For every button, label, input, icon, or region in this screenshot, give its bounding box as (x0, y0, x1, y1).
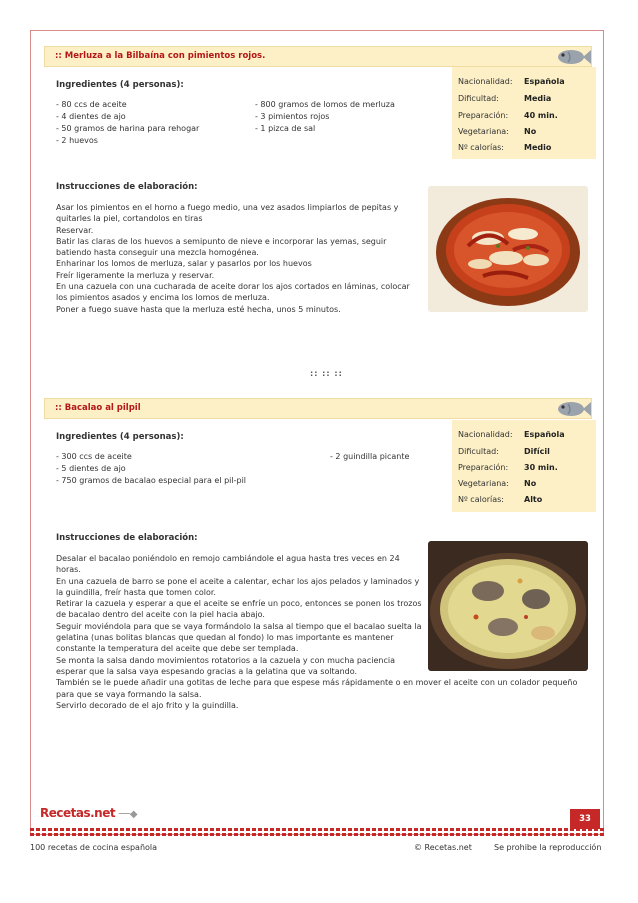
recetas-logo: Recetas.net ──◆ (40, 806, 138, 820)
recipe-info-box (452, 420, 596, 512)
footer-book-title: 100 recetas de cocina española (30, 843, 158, 852)
ingredient-item: - 80 ccs de aceite (56, 100, 127, 109)
instruction-line: esperar que la salsa vaya espesando gracias a la gelatina que va soltando. (56, 666, 358, 676)
ingredients-box (47, 67, 452, 157)
info-label: Preparación: (458, 111, 509, 120)
ingredient-item: - 2 huevos (56, 136, 98, 145)
ingredients-label: Ingredientes (4 personas): (56, 432, 184, 442)
info-value: Española (524, 430, 565, 439)
instruction-line: batiendo hasta conseguir una mezcla homogénea. (56, 248, 259, 258)
info-value: Difícil (524, 447, 550, 456)
footer-dotted-line (30, 833, 604, 836)
instruction-line: de bacalao dentro del aceite con la piel hacia abajo. (56, 610, 265, 620)
instruction-line: Freír ligeramente la merluza y reservar. (56, 270, 215, 280)
instructions-text (56, 202, 410, 315)
instruction-line: Se monta la salsa dando movimientos rotatorios a la cazuela y con mucha paciencia (56, 655, 395, 665)
info-value: No (524, 127, 537, 136)
info-label: Vegetariana: (458, 127, 509, 136)
instruction-line: Desalar el bacalao poniéndolo en remojo cambiándole el agua hasta tres veces en 24 (56, 554, 400, 563)
instruction-line: Reservar. (56, 225, 94, 235)
ingredient-item: - 800 gramos de lomos de merluza (255, 100, 395, 109)
instructions-label: Instrucciones de elaboración: (56, 533, 198, 543)
info-value: Alto (524, 495, 543, 504)
ingredient-item: - 2 guindilla picante (330, 452, 410, 461)
page-number: 33 (570, 809, 600, 829)
ingredient-item: - 300 ccs de aceite (56, 452, 132, 461)
fish-icon (554, 396, 592, 420)
instruction-line: quitarles la piel, cortandolos en tiras (56, 214, 203, 224)
footer-dotted-line (30, 828, 604, 831)
instruction-line: para que se vaya formando la salsa. (56, 689, 202, 699)
instruction-line: Asar los pimientos en el horno a fuego medio, una vez asados limpiarlos de pepitas y (56, 203, 399, 212)
info-value: 30 min. (524, 463, 558, 472)
instruction-line: la guindilla, freír hasta que tomen color. (56, 587, 216, 597)
info-label: Dificultad: (458, 447, 499, 456)
recipe-info-box (452, 67, 596, 159)
info-label: Nº calorías: (458, 143, 504, 152)
ingredient-item: - 1 pizca de sal (255, 124, 316, 133)
instruction-line: gelatina (unas bolitas blancas que quedan al fondo) lo mas importante es mantener (56, 633, 394, 643)
recipe-photo-merluza (428, 186, 588, 312)
recipe-title: :: Bacalao al pilpil (55, 403, 141, 413)
instruction-line: Poner a fuego suave hasta que la merluza esté hecha, unos 5 minutos. (56, 304, 341, 314)
ingredient-item: - 750 gramos de bacalao especial para el pil-pil (56, 476, 247, 485)
instruction-line: También se le puede añadir una gotitas de leche para que espese más rápidamente o en mover el aceite con un colador pequeño (56, 678, 578, 688)
info-label: Nacionalidad: (458, 430, 513, 439)
instruction-line: En una cazuela con una cucharada de aceite dorar los ajos cortados en láminas, colocar (56, 282, 410, 292)
instruction-line: Retirar la cazuela y esperar a que el aceite se enfríe un poco, entonces se ponen los trozos (56, 599, 422, 609)
recipe-title-bar (44, 398, 592, 419)
info-value: Española (524, 77, 565, 86)
info-value: No (524, 479, 537, 488)
info-value: Medio (524, 143, 552, 152)
info-label: Vegetariana: (458, 479, 509, 488)
info-label: Nacionalidad: (458, 77, 513, 86)
info-label: Preparación: (458, 463, 509, 472)
ingredient-item: - 50 gramos de harina para rehogar (56, 124, 200, 133)
instruction-line: los pimientos asados y encima los lomos de merluza. (56, 293, 270, 303)
footer-copyright: © Recetas.net (414, 843, 472, 852)
recipe-title: :: Merluza a la Bilbaína con pimientos rojos. (55, 51, 266, 61)
info-label: Dificultad: (458, 94, 499, 103)
ingredients-label: Ingredientes (4 personas): (56, 80, 184, 90)
instruction-line: Enharinar los lomos de merluza, salar y pasarlos por los huevos (56, 259, 312, 269)
recipe-photo-bacalao (428, 541, 588, 671)
ingredient-item: - 4 dientes de ajo (56, 112, 126, 121)
recipe-title-bar (44, 46, 592, 67)
instruction-line: Batir las claras de los huevos a semipunto de nieve e incorporar las yemas, seguir (56, 236, 387, 246)
instruction-line: Servirlo decorado de el ajo frito y la guindilla. (56, 700, 239, 710)
ingredient-item: - 3 pimientos rojos (255, 112, 330, 121)
recipe-separator: :: :: :: (310, 369, 343, 378)
fish-icon (554, 44, 592, 68)
footer-notice: Se prohibe la reproducción (494, 843, 602, 852)
ingredients-box (47, 420, 452, 510)
info-label: Nº calorías: (458, 495, 504, 504)
instructions-label: Instrucciones de elaboración: (56, 182, 198, 192)
info-value: Media (524, 94, 552, 103)
instruction-line: En una cazuela de barro se pone el aceite a calentar, echar los ajos pelados y laminados y (56, 576, 420, 586)
logo-text: Recetas.net (40, 806, 116, 820)
instruction-line: horas. (56, 565, 81, 575)
instruction-line: constante la temperatura del aceite que debe ser templada. (56, 644, 299, 654)
info-value: 40 min. (524, 111, 558, 120)
instruction-line: Seguir moviéndola para que se vaya formándolo la salsa al tiempo que el bacalao suelta la (56, 621, 422, 631)
ingredient-item: - 5 dientes de ajo (56, 464, 126, 473)
